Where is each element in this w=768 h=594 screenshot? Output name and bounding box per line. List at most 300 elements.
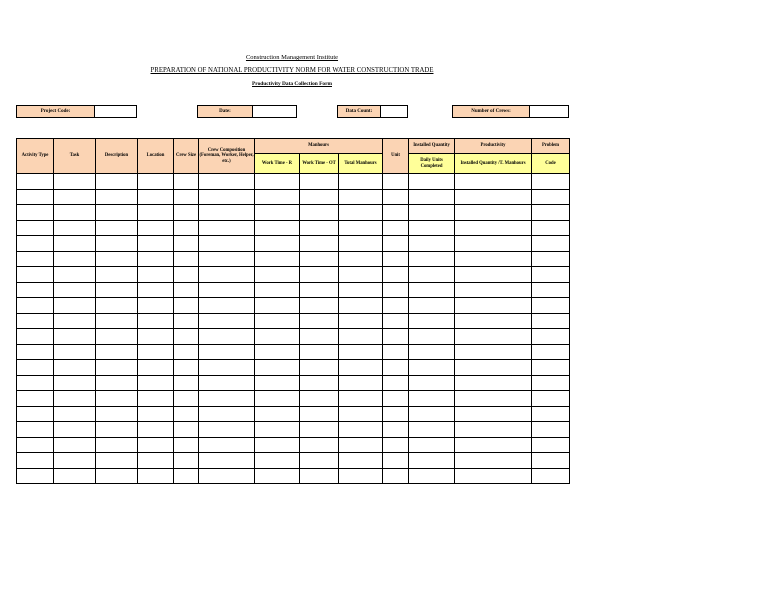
table-cell[interactable] bbox=[339, 251, 383, 267]
table-cell[interactable] bbox=[455, 453, 532, 469]
table-cell[interactable] bbox=[174, 375, 199, 391]
table-cell[interactable] bbox=[383, 391, 409, 407]
table-cell[interactable] bbox=[409, 205, 455, 221]
table-cell[interactable] bbox=[199, 236, 255, 252]
table-cell[interactable] bbox=[300, 422, 339, 438]
table-cell[interactable] bbox=[455, 391, 532, 407]
table-cell[interactable] bbox=[339, 220, 383, 236]
table-cell[interactable] bbox=[138, 360, 174, 376]
table-cell[interactable] bbox=[455, 344, 532, 360]
table-cell[interactable] bbox=[17, 220, 54, 236]
col-work-time-ot: Work Time - OT bbox=[300, 154, 339, 174]
table-cell[interactable] bbox=[409, 468, 455, 484]
number-of-crews-label: Number of Crews: bbox=[452, 105, 530, 118]
table-cell[interactable] bbox=[339, 189, 383, 205]
table-cell[interactable] bbox=[255, 251, 300, 267]
table-cell[interactable] bbox=[138, 251, 174, 267]
table-cell[interactable] bbox=[138, 422, 174, 438]
table-cell[interactable] bbox=[54, 453, 96, 469]
table-body bbox=[17, 174, 570, 484]
table-cell[interactable] bbox=[383, 344, 409, 360]
table-row bbox=[17, 344, 570, 360]
table-cell[interactable] bbox=[96, 189, 138, 205]
table-cell[interactable] bbox=[532, 391, 570, 407]
table-cell[interactable] bbox=[383, 406, 409, 422]
table-cell[interactable] bbox=[17, 375, 54, 391]
table-cell[interactable] bbox=[409, 329, 455, 345]
table-cell[interactable] bbox=[383, 220, 409, 236]
table-cell[interactable] bbox=[409, 189, 455, 205]
table-cell[interactable] bbox=[383, 313, 409, 329]
table-cell[interactable] bbox=[532, 406, 570, 422]
table-cell[interactable] bbox=[339, 375, 383, 391]
table-cell[interactable] bbox=[199, 251, 255, 267]
table-cell[interactable] bbox=[409, 251, 455, 267]
table-cell[interactable] bbox=[300, 189, 339, 205]
table-cell[interactable] bbox=[409, 406, 455, 422]
table-cell[interactable] bbox=[174, 344, 199, 360]
col-work-time-r: Work Time - R bbox=[255, 154, 300, 174]
table-cell[interactable] bbox=[532, 298, 570, 314]
table-cell[interactable] bbox=[339, 391, 383, 407]
table-cell[interactable] bbox=[138, 375, 174, 391]
table-cell[interactable] bbox=[54, 236, 96, 252]
table-cell[interactable] bbox=[532, 313, 570, 329]
table-cell[interactable] bbox=[96, 329, 138, 345]
table-cell[interactable] bbox=[54, 329, 96, 345]
table-cell[interactable] bbox=[174, 422, 199, 438]
table-cell[interactable] bbox=[174, 437, 199, 453]
table-cell[interactable] bbox=[138, 313, 174, 329]
main-title: PREPARATION OF NATIONAL PRODUCTIVITY NORM FOR WATER CONSTRUCTION TRADE bbox=[150, 67, 434, 74]
col-task: Task bbox=[54, 139, 96, 174]
table-cell[interactable] bbox=[138, 236, 174, 252]
table-row bbox=[17, 174, 570, 190]
table-cell[interactable] bbox=[54, 375, 96, 391]
table-cell[interactable] bbox=[199, 220, 255, 236]
table-cell[interactable] bbox=[300, 468, 339, 484]
table-cell[interactable] bbox=[255, 189, 300, 205]
table-cell[interactable] bbox=[138, 189, 174, 205]
table-cell[interactable] bbox=[199, 453, 255, 469]
table-cell[interactable] bbox=[138, 220, 174, 236]
table-cell[interactable] bbox=[17, 189, 54, 205]
table-cell[interactable] bbox=[199, 422, 255, 438]
table-cell[interactable] bbox=[455, 360, 532, 376]
table-cell[interactable] bbox=[455, 375, 532, 391]
table-cell[interactable] bbox=[339, 329, 383, 345]
table-cell[interactable] bbox=[339, 344, 383, 360]
table-cell[interactable] bbox=[54, 174, 96, 190]
table-cell[interactable] bbox=[300, 174, 339, 190]
col-activity-type: Activity Type bbox=[17, 139, 54, 174]
table-cell[interactable] bbox=[17, 437, 54, 453]
table-cell[interactable] bbox=[54, 298, 96, 314]
table-cell[interactable] bbox=[138, 282, 174, 298]
table-cell[interactable] bbox=[339, 453, 383, 469]
table-cell[interactable] bbox=[174, 329, 199, 345]
table-cell[interactable] bbox=[174, 298, 199, 314]
table-cell[interactable] bbox=[383, 205, 409, 221]
productivity-data-table bbox=[16, 138, 570, 484]
table-cell[interactable] bbox=[54, 344, 96, 360]
table-cell[interactable] bbox=[54, 422, 96, 438]
table-cell[interactable] bbox=[383, 267, 409, 283]
table-cell[interactable] bbox=[174, 220, 199, 236]
table-cell[interactable] bbox=[199, 437, 255, 453]
table-cell[interactable] bbox=[174, 360, 199, 376]
table-cell[interactable] bbox=[255, 375, 300, 391]
table-row bbox=[17, 220, 570, 236]
table-cell[interactable] bbox=[138, 391, 174, 407]
table-cell[interactable] bbox=[300, 251, 339, 267]
table-row bbox=[17, 468, 570, 484]
table-cell[interactable] bbox=[300, 437, 339, 453]
table-cell[interactable] bbox=[339, 437, 383, 453]
table-cell[interactable] bbox=[339, 298, 383, 314]
institute-title: Construction Management Institute bbox=[245, 54, 339, 61]
table-cell[interactable] bbox=[255, 329, 300, 345]
table-cell[interactable] bbox=[383, 360, 409, 376]
table-row bbox=[17, 236, 570, 252]
table-cell[interactable] bbox=[409, 437, 455, 453]
project-code-field[interactable] bbox=[94, 105, 137, 118]
table-cell[interactable] bbox=[255, 360, 300, 376]
col-daily-units-completed: Daily Units Completed bbox=[409, 154, 455, 174]
table-cell[interactable] bbox=[96, 391, 138, 407]
table-row bbox=[17, 205, 570, 221]
table-cell[interactable] bbox=[96, 236, 138, 252]
table-cell[interactable] bbox=[255, 174, 300, 190]
table-cell[interactable] bbox=[96, 468, 138, 484]
project-code-label: Project Code: bbox=[16, 105, 95, 118]
table-cell[interactable] bbox=[54, 437, 96, 453]
table-cell[interactable] bbox=[199, 313, 255, 329]
table-cell[interactable] bbox=[300, 360, 339, 376]
table-cell[interactable] bbox=[138, 329, 174, 345]
table-cell[interactable] bbox=[17, 174, 54, 190]
table-cell[interactable] bbox=[174, 282, 199, 298]
table-cell[interactable] bbox=[383, 375, 409, 391]
data-count-field[interactable] bbox=[380, 105, 408, 118]
table-cell[interactable] bbox=[339, 468, 383, 484]
table-cell[interactable] bbox=[383, 174, 409, 190]
table-cell[interactable] bbox=[54, 205, 96, 221]
table-cell[interactable] bbox=[383, 453, 409, 469]
table-cell[interactable] bbox=[96, 344, 138, 360]
number-of-crews-field[interactable] bbox=[529, 105, 569, 118]
table-cell[interactable] bbox=[17, 360, 54, 376]
table-row bbox=[17, 189, 570, 205]
table-cell[interactable] bbox=[54, 220, 96, 236]
table-cell[interactable] bbox=[96, 251, 138, 267]
table-cell[interactable] bbox=[199, 174, 255, 190]
table-cell[interactable] bbox=[96, 453, 138, 469]
table-cell[interactable] bbox=[255, 344, 300, 360]
table-cell[interactable] bbox=[455, 251, 532, 267]
table-cell[interactable] bbox=[532, 189, 570, 205]
table-cell[interactable] bbox=[199, 391, 255, 407]
table-cell[interactable] bbox=[383, 282, 409, 298]
col-code: Code bbox=[532, 154, 570, 174]
table-cell[interactable] bbox=[17, 391, 54, 407]
table-cell[interactable] bbox=[409, 282, 455, 298]
table-cell[interactable] bbox=[255, 406, 300, 422]
table-cell[interactable] bbox=[455, 329, 532, 345]
table-cell[interactable] bbox=[199, 189, 255, 205]
table-cell[interactable] bbox=[255, 468, 300, 484]
table-cell[interactable] bbox=[199, 468, 255, 484]
table-cell[interactable] bbox=[96, 375, 138, 391]
table-row bbox=[17, 282, 570, 298]
table-cell[interactable] bbox=[532, 174, 570, 190]
table-cell[interactable] bbox=[455, 406, 532, 422]
table-cell[interactable] bbox=[138, 406, 174, 422]
table-cell[interactable] bbox=[339, 205, 383, 221]
table-cell[interactable] bbox=[174, 391, 199, 407]
table-cell[interactable] bbox=[138, 453, 174, 469]
table-cell[interactable] bbox=[255, 220, 300, 236]
table-cell[interactable] bbox=[17, 282, 54, 298]
table-cell[interactable] bbox=[255, 453, 300, 469]
table-cell[interactable] bbox=[17, 251, 54, 267]
table-cell[interactable] bbox=[54, 189, 96, 205]
table-cell[interactable] bbox=[532, 267, 570, 283]
table-cell[interactable] bbox=[300, 344, 339, 360]
table-cell[interactable] bbox=[96, 298, 138, 314]
table-cell[interactable] bbox=[409, 422, 455, 438]
table-cell[interactable] bbox=[54, 468, 96, 484]
table-cell[interactable] bbox=[455, 468, 532, 484]
table-cell[interactable] bbox=[17, 453, 54, 469]
table-cell[interactable] bbox=[96, 360, 138, 376]
table-cell[interactable] bbox=[199, 267, 255, 283]
table-cell[interactable] bbox=[455, 174, 532, 190]
table-cell[interactable] bbox=[255, 391, 300, 407]
table-cell[interactable] bbox=[383, 189, 409, 205]
table-cell[interactable] bbox=[409, 344, 455, 360]
table-cell[interactable] bbox=[339, 236, 383, 252]
table-cell[interactable] bbox=[199, 375, 255, 391]
table-cell[interactable] bbox=[54, 406, 96, 422]
table-row bbox=[17, 406, 570, 422]
table-cell[interactable] bbox=[199, 406, 255, 422]
table-cell[interactable] bbox=[199, 205, 255, 221]
table-cell[interactable] bbox=[409, 360, 455, 376]
table-cell[interactable] bbox=[255, 267, 300, 283]
table-cell[interactable] bbox=[54, 391, 96, 407]
col-description: Description bbox=[96, 139, 138, 174]
table-cell[interactable] bbox=[300, 453, 339, 469]
table-cell[interactable] bbox=[96, 220, 138, 236]
table-cell[interactable] bbox=[455, 298, 532, 314]
table-cell[interactable] bbox=[17, 468, 54, 484]
table-cell[interactable] bbox=[138, 298, 174, 314]
table-cell[interactable] bbox=[455, 437, 532, 453]
table-cell[interactable] bbox=[255, 236, 300, 252]
table-row bbox=[17, 251, 570, 267]
table-cell[interactable] bbox=[199, 329, 255, 345]
table-cell[interactable] bbox=[174, 453, 199, 469]
table-cell[interactable] bbox=[455, 189, 532, 205]
table-cell[interactable] bbox=[455, 236, 532, 252]
table-cell[interactable] bbox=[138, 344, 174, 360]
table-cell[interactable] bbox=[174, 205, 199, 221]
table-cell[interactable] bbox=[96, 205, 138, 221]
table-row bbox=[17, 391, 570, 407]
col-location: Location bbox=[138, 139, 174, 174]
table-cell[interactable] bbox=[174, 251, 199, 267]
table-cell[interactable] bbox=[532, 422, 570, 438]
table-cell[interactable] bbox=[409, 174, 455, 190]
table-cell[interactable] bbox=[300, 298, 339, 314]
table-cell[interactable] bbox=[96, 313, 138, 329]
col-total-manhours: Total Manhours bbox=[339, 154, 383, 174]
col-manhours: Manhours bbox=[255, 139, 383, 154]
table-cell[interactable] bbox=[300, 406, 339, 422]
table-cell[interactable] bbox=[339, 360, 383, 376]
table-cell[interactable] bbox=[54, 267, 96, 283]
table-cell[interactable] bbox=[455, 313, 532, 329]
table-cell[interactable] bbox=[409, 267, 455, 283]
table-cell[interactable] bbox=[455, 282, 532, 298]
table-cell[interactable] bbox=[17, 344, 54, 360]
table-cell[interactable] bbox=[532, 344, 570, 360]
table-cell[interactable] bbox=[174, 313, 199, 329]
table-cell[interactable] bbox=[455, 205, 532, 221]
table-cell[interactable] bbox=[255, 205, 300, 221]
table-cell[interactable] bbox=[339, 267, 383, 283]
table-cell[interactable] bbox=[300, 391, 339, 407]
table-cell[interactable] bbox=[17, 205, 54, 221]
table-cell[interactable] bbox=[532, 453, 570, 469]
table-cell[interactable] bbox=[532, 437, 570, 453]
table-cell[interactable] bbox=[300, 267, 339, 283]
table-cell[interactable] bbox=[255, 282, 300, 298]
table-cell[interactable] bbox=[409, 220, 455, 236]
table-cell[interactable] bbox=[409, 313, 455, 329]
table-cell[interactable] bbox=[255, 298, 300, 314]
table-cell[interactable] bbox=[54, 251, 96, 267]
table-cell[interactable] bbox=[532, 236, 570, 252]
table-row bbox=[17, 375, 570, 391]
table-cell[interactable] bbox=[199, 298, 255, 314]
table-cell[interactable] bbox=[300, 205, 339, 221]
table-cell[interactable] bbox=[255, 313, 300, 329]
table-cell[interactable] bbox=[199, 282, 255, 298]
table-cell[interactable] bbox=[138, 205, 174, 221]
table-cell[interactable] bbox=[138, 267, 174, 283]
table-cell[interactable] bbox=[532, 205, 570, 221]
table-cell[interactable] bbox=[17, 236, 54, 252]
table-cell[interactable] bbox=[96, 437, 138, 453]
table-cell[interactable] bbox=[455, 220, 532, 236]
table-cell[interactable] bbox=[339, 422, 383, 438]
table-cell[interactable] bbox=[339, 174, 383, 190]
table-cell[interactable] bbox=[300, 313, 339, 329]
table-cell[interactable] bbox=[174, 236, 199, 252]
table-cell[interactable] bbox=[532, 375, 570, 391]
table-cell[interactable] bbox=[383, 236, 409, 252]
table-row bbox=[17, 267, 570, 283]
form-title: Productivity Data Collection Form bbox=[252, 81, 332, 87]
table-cell[interactable] bbox=[96, 174, 138, 190]
table-cell[interactable] bbox=[174, 174, 199, 190]
table-cell[interactable] bbox=[455, 267, 532, 283]
table-cell[interactable] bbox=[138, 437, 174, 453]
col-crew-composition: Crew Composition (Foreman, Worker, Helper, etc.) bbox=[199, 139, 255, 174]
date-field[interactable] bbox=[252, 105, 297, 118]
table-cell[interactable] bbox=[455, 422, 532, 438]
table-cell[interactable] bbox=[383, 251, 409, 267]
table-cell[interactable] bbox=[383, 437, 409, 453]
table-cell[interactable] bbox=[532, 282, 570, 298]
table-cell[interactable] bbox=[532, 251, 570, 267]
table-cell[interactable] bbox=[300, 282, 339, 298]
table-cell[interactable] bbox=[383, 468, 409, 484]
table-cell[interactable] bbox=[409, 391, 455, 407]
table-cell[interactable] bbox=[17, 267, 54, 283]
col-crew-size: Crew Size bbox=[174, 139, 199, 174]
table-cell[interactable] bbox=[54, 360, 96, 376]
table-cell[interactable] bbox=[532, 329, 570, 345]
table-cell[interactable] bbox=[17, 422, 54, 438]
table-cell[interactable] bbox=[339, 313, 383, 329]
date-label: Date: bbox=[197, 105, 253, 118]
table-cell[interactable] bbox=[409, 375, 455, 391]
table-cell[interactable] bbox=[409, 453, 455, 469]
table-cell[interactable] bbox=[174, 267, 199, 283]
table-cell[interactable] bbox=[409, 298, 455, 314]
table-cell[interactable] bbox=[383, 329, 409, 345]
col-problem: Problem bbox=[532, 139, 570, 154]
table-cell[interactable] bbox=[17, 313, 54, 329]
table-cell[interactable] bbox=[300, 236, 339, 252]
table-cell[interactable] bbox=[96, 282, 138, 298]
table-cell[interactable] bbox=[17, 329, 54, 345]
table-cell[interactable] bbox=[199, 360, 255, 376]
table-cell[interactable] bbox=[174, 406, 199, 422]
table-cell[interactable] bbox=[339, 406, 383, 422]
table-cell[interactable] bbox=[96, 267, 138, 283]
table-cell[interactable] bbox=[255, 437, 300, 453]
table-cell[interactable] bbox=[339, 282, 383, 298]
table-cell[interactable] bbox=[255, 422, 300, 438]
table-row bbox=[17, 453, 570, 469]
table-cell[interactable] bbox=[300, 220, 339, 236]
table-cell[interactable] bbox=[532, 360, 570, 376]
table-cell[interactable] bbox=[138, 174, 174, 190]
table-cell[interactable] bbox=[174, 189, 199, 205]
table-cell[interactable] bbox=[300, 375, 339, 391]
table-cell[interactable] bbox=[54, 282, 96, 298]
table-cell[interactable] bbox=[532, 220, 570, 236]
table-cell[interactable] bbox=[532, 468, 570, 484]
col-installed-quantity: Installed Quantity bbox=[409, 139, 455, 154]
table-cell[interactable] bbox=[138, 468, 174, 484]
table-cell[interactable] bbox=[96, 406, 138, 422]
table-cell[interactable] bbox=[383, 422, 409, 438]
table-cell[interactable] bbox=[383, 298, 409, 314]
table-cell[interactable] bbox=[199, 344, 255, 360]
table-cell[interactable] bbox=[300, 329, 339, 345]
table-cell[interactable] bbox=[54, 313, 96, 329]
table-cell[interactable] bbox=[96, 422, 138, 438]
table-cell[interactable] bbox=[17, 406, 54, 422]
table-cell[interactable] bbox=[17, 298, 54, 314]
table-cell[interactable] bbox=[409, 236, 455, 252]
table-cell[interactable] bbox=[174, 468, 199, 484]
